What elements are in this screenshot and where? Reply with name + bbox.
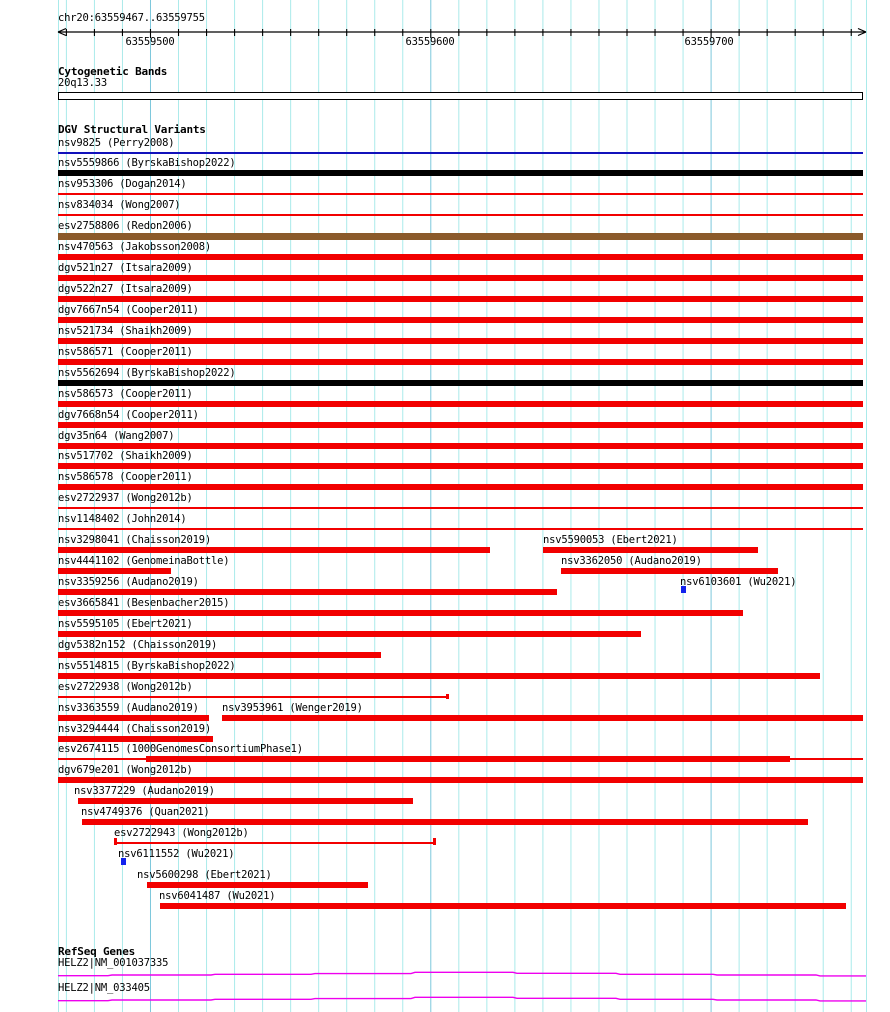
variant-bar[interactable] <box>58 568 171 574</box>
variant-bar[interactable] <box>58 170 863 176</box>
variant-bar[interactable] <box>543 547 758 553</box>
variant-bar[interactable] <box>58 715 209 721</box>
variant-bar[interactable] <box>58 696 446 698</box>
gene-label[interactable]: HELZ2|NM_001037335 <box>58 957 169 969</box>
variant-bar[interactable] <box>58 528 863 530</box>
variant-bar[interactable] <box>58 777 863 783</box>
variant-label[interactable]: esv3665841 (Besenbacher2015) <box>58 596 230 609</box>
variant-bar[interactable] <box>58 359 863 365</box>
gene-structure-line[interactable] <box>58 997 866 1001</box>
variant-bar[interactable] <box>222 715 863 721</box>
variant-bar[interactable] <box>58 317 863 323</box>
variant-label[interactable]: nsv953306 (Dogan2014) <box>58 178 187 191</box>
variant-label[interactable]: dgv5382n152 (Chaisson2019) <box>58 638 218 651</box>
variant-label[interactable]: nsv3363559 (Audano2019) <box>58 701 199 714</box>
variant-label[interactable]: dgv521n27 (Itsara2009) <box>58 262 193 275</box>
variant-label[interactable]: nsv3362050 (Audano2019) <box>561 555 702 568</box>
variant-bar[interactable] <box>58 610 743 616</box>
variant-bar[interactable] <box>78 798 413 804</box>
variant-label[interactable]: nsv470563 (Jakobsson2008) <box>58 241 212 254</box>
variant-label[interactable]: nsv3953961 (Wenger2019) <box>222 701 363 714</box>
ruler-tick-label: 63559600 <box>405 36 455 48</box>
variant-bar[interactable] <box>58 758 146 760</box>
variant-label[interactable]: nsv5600298 (Ebert2021) <box>137 869 272 882</box>
variant-label[interactable]: dgv7668n54 (Cooper2011) <box>58 408 199 421</box>
variant-label[interactable]: esv2722943 (Wong2012b) <box>114 827 249 840</box>
variant-label[interactable]: nsv4441102 (GenomeinaBottle) <box>58 555 230 568</box>
variant-label[interactable]: nsv5595105 (Ebert2021) <box>58 617 193 630</box>
variant-label[interactable]: esv2722938 (Wong2012b) <box>58 680 193 693</box>
variant-label[interactable]: nsv5559866 (ByrskaBishop2022) <box>58 157 236 170</box>
variant-bar[interactable] <box>58 443 863 449</box>
variant-label[interactable]: esv2758806 (Redon2006) <box>58 220 193 233</box>
variant-bar[interactable] <box>117 842 433 844</box>
ruler-axis <box>58 29 866 39</box>
variant-label[interactable]: nsv6111552 (Wu2021) <box>118 848 235 861</box>
dgv-section-title: DGV Structural Variants <box>58 123 206 136</box>
refseq-section-title: RefSeq Genes <box>58 945 136 958</box>
variant-bar[interactable] <box>58 547 490 553</box>
gene-structure-line[interactable] <box>58 972 866 976</box>
variant-bar[interactable] <box>160 903 846 909</box>
variant-bar[interactable] <box>58 673 820 679</box>
variant-label[interactable]: esv2674115 (1000GenomesConsortiumPhase1) <box>58 743 303 756</box>
variant-label[interactable]: dgv679e201 (Wong2012b) <box>58 764 193 777</box>
variant-label[interactable]: dgv35n64 (Wang2007) <box>58 429 175 442</box>
variant-label[interactable]: nsv6041487 (Wu2021) <box>159 889 276 902</box>
variant-bar[interactable] <box>58 401 863 407</box>
variant-label[interactable]: nsv5590053 (Ebert2021) <box>543 534 678 547</box>
variant-bar[interactable] <box>58 233 863 240</box>
variant-label[interactable]: esv2722937 (Wong2012b) <box>58 492 193 505</box>
variant-bar[interactable] <box>433 838 436 845</box>
variant-bar[interactable] <box>58 736 213 742</box>
variant-label[interactable]: nsv586578 (Cooper2011) <box>58 471 193 484</box>
variant-bar[interactable] <box>58 338 863 344</box>
variant-bar[interactable] <box>58 652 381 658</box>
ruler-tick-label: 63559500 <box>125 36 175 48</box>
variant-label[interactable]: nsv586573 (Cooper2011) <box>58 387 193 400</box>
variant-label[interactable]: nsv3294444 (Chaisson2019) <box>58 722 212 735</box>
cytoband-section-title: Cytogenetic Bands <box>58 65 168 78</box>
variant-bar[interactable] <box>146 756 790 762</box>
variant-label[interactable]: nsv6103601 (Wu2021) <box>680 576 797 589</box>
variant-bar[interactable] <box>58 463 863 469</box>
variant-bar[interactable] <box>58 296 863 302</box>
variant-bar[interactable] <box>58 380 863 386</box>
gene-label[interactable]: HELZ2|NM_033405 <box>58 982 150 994</box>
variant-label[interactable]: nsv586571 (Cooper2011) <box>58 345 193 358</box>
variant-bar[interactable] <box>58 152 863 154</box>
variant-label[interactable]: nsv3298041 (Chaisson2019) <box>58 534 212 547</box>
variant-bar[interactable] <box>58 422 863 428</box>
region-title: chr20:63559467..63559755 <box>58 12 205 24</box>
cytoband-bar[interactable] <box>58 92 863 100</box>
ruler-tick-label: 63559700 <box>684 36 734 48</box>
variant-bar[interactable] <box>446 694 449 699</box>
variant-bar[interactable] <box>58 484 863 490</box>
variant-bar[interactable] <box>58 275 863 281</box>
variant-label[interactable]: nsv3359256 (Audano2019) <box>58 576 199 589</box>
variant-label[interactable]: nsv834034 (Wong2007) <box>58 199 181 212</box>
variant-label[interactable]: nsv517702 (Shaikh2009) <box>58 450 193 463</box>
variant-label[interactable]: nsv1148402 (John2014) <box>58 513 187 526</box>
variant-bar[interactable] <box>58 254 863 260</box>
variant-label[interactable]: dgv7667n54 (Cooper2011) <box>58 303 199 316</box>
variant-bar[interactable] <box>58 193 863 195</box>
variant-label[interactable]: dgv522n27 (Itsara2009) <box>58 283 193 295</box>
variant-bar[interactable] <box>82 819 808 825</box>
variant-label[interactable]: nsv9825 (Perry2008) <box>58 136 175 149</box>
variant-bar[interactable] <box>561 568 778 574</box>
variant-bar[interactable] <box>790 758 863 760</box>
variant-label[interactable]: nsv5514815 (ByrskaBishop2022) <box>58 659 236 672</box>
variant-label[interactable]: nsv3377229 (Audano2019) <box>74 785 215 798</box>
variant-label[interactable]: nsv4749376 (Quan2021) <box>81 806 210 819</box>
variant-label[interactable]: nsv5562694 (ByrskaBishop2022) <box>58 366 236 379</box>
variant-bar[interactable] <box>58 507 863 509</box>
cytoband-label[interactable]: 20q13.33 <box>58 77 107 89</box>
variant-bar[interactable] <box>147 882 368 888</box>
variant-bar[interactable] <box>58 631 641 637</box>
variant-label[interactable]: nsv521734 (Shaikh2009) <box>58 324 193 337</box>
variant-bar[interactable] <box>58 589 557 595</box>
variant-bar[interactable] <box>58 214 863 216</box>
